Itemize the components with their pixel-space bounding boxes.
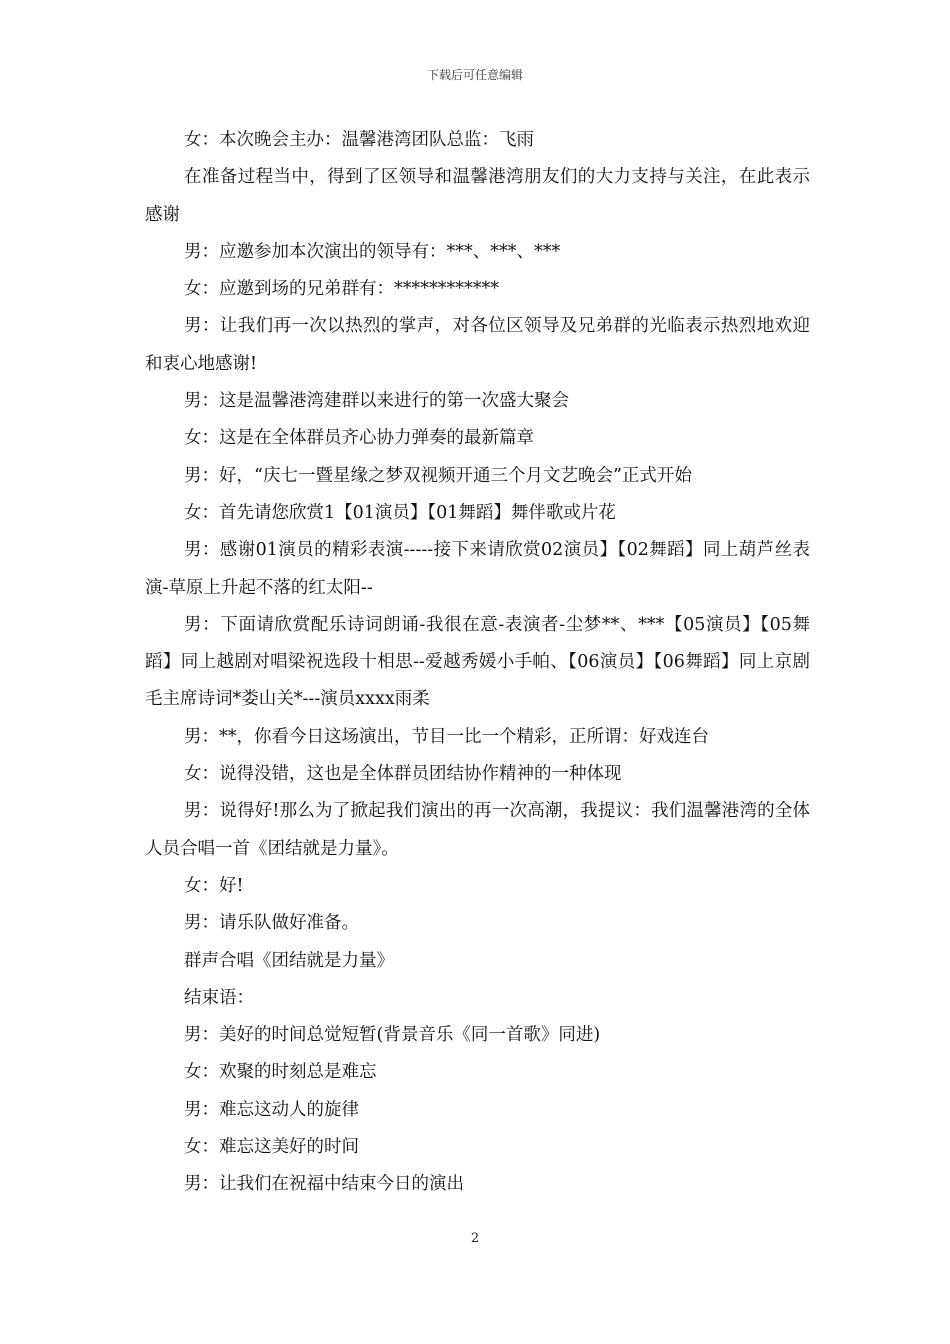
paragraph-11: 男：下面请欣赏配乐诗词朗诵-我很在意-表演者-尘梦**、***【05演员】【05舞蹈】同上越剧对唱梁祝选段十相思--爱越秀媛小手帕、【06演员】【06舞蹈】同上京剧毛主席诗词*娄山关*---演员xxxx雨柔 [145, 614, 810, 710]
paragraph-3: 男：应邀参加本次演出的领导有：***、***、*** [184, 241, 561, 262]
paragraph-20: 女：欢聚的时刻总是难忘 [184, 1062, 377, 1083]
paragraph-17: 群声合唱《团结就是力量》 [184, 950, 394, 971]
paragraph-2: 在准备过程当中，得到了区领导和温馨港湾朋友们的大力支持与关注，在此表示感谢 [145, 167, 810, 225]
paragraph-7: 女：这是在全体群员齐心协力弹奏的最新篇章 [184, 428, 534, 449]
paragraph-15: 女：好! [184, 875, 244, 896]
paragraph-19: 男：美好的时间总觉短暂(背景音乐《同一首歌》同进) [184, 1025, 601, 1046]
paragraph-4: 女：应邀到场的兄弟群有：************ [184, 279, 499, 300]
paragraph-10: 男：感谢01演员的精彩表演-----接下来请欣赏02演员】【02舞蹈】同上葫芦丝表演-草原上升起不落的红太阳-- [145, 540, 810, 598]
paragraph-21: 男：难忘这动人的旋律 [184, 1099, 359, 1120]
paragraph-13: 女：说得没错，这也是全体群员团结协作精神的一种体现 [184, 764, 622, 785]
page-number: 2 [470, 1231, 480, 1246]
paragraph-14: 男：说得好!那么为了掀起我们演出的再一次高潮，我提议：我们温馨港湾的全体人员合唱一首《团结就是力量》。 [145, 801, 810, 859]
paragraph-16: 男：请乐队做好准备。 [184, 913, 359, 934]
paragraph-23: 男：让我们在祝福中结束今日的演出 [184, 1174, 464, 1195]
paragraph-22: 女：难忘这美好的时间 [184, 1137, 359, 1158]
paragraph-9: 女：首先请您欣赏1【01演员】【01舞蹈】舞伴歌或片花 [184, 502, 616, 523]
paragraph-18: 结束语： [184, 987, 254, 1008]
paragraph-8: 男：好，“庆七一暨星缘之梦双视频开通三个月文艺晚会”正式开始 [184, 465, 692, 486]
document-body [145, 122, 810, 1204]
paragraph-6: 男：这是温馨港湾建群以来进行的第一次盛大聚会 [184, 391, 569, 412]
paragraph-5: 男：让我们再一次以热烈的掌声，对各位区领导及兄弟群的光临表示热烈地欢迎和衷心地感谢! [145, 316, 810, 374]
page-header: 下载后可任意编辑 [426, 68, 523, 82]
paragraph-1: 女：本次晚会主办：温馨港湾团队总监：飞雨 [184, 130, 534, 150]
paragraph-12: 男：**，你看今日这场演出，节目一比一个精彩，正所谓：好戏连台 [184, 726, 709, 747]
